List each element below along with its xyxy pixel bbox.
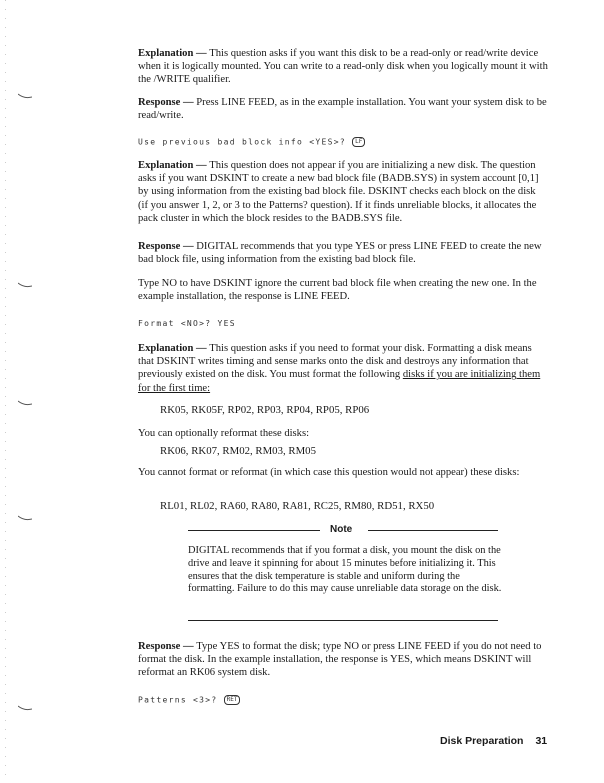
scan-margin xyxy=(5,0,6,783)
explanation-label: Explanation — xyxy=(138,48,210,59)
explanation-text: This question asks if you need to format your disk. Formatting a disk means that DSKINT writes timing and sense marks onto the disk and destroys any information that previously existed on the disk. You must format the following xyxy=(138,343,532,381)
bad-block-explanation-paragraph xyxy=(138,159,548,225)
prompt-patterns xyxy=(138,695,240,705)
footer-title: Disk Preparation xyxy=(440,735,524,747)
prompt-text: Format <NO>? YES xyxy=(138,319,236,328)
write-explanation-paragraph xyxy=(138,47,548,87)
cannot-format-disk-list: RL01, RL02, RA60, RA80, RA81, RC25, RM80, RD51, RX50 xyxy=(160,500,435,512)
page-footer xyxy=(440,735,547,747)
explanation-label: Explanation — xyxy=(138,160,210,171)
margin-punch-mark xyxy=(18,282,32,288)
response-text: DIGITAL recommends that you type YES or press LINE FEED to create the new bad block file, using information from the existing bad block file. xyxy=(138,241,542,266)
margin-punch-mark xyxy=(18,515,32,521)
note-title: Note xyxy=(330,524,353,535)
must-format-disk-list: RK05, RK05F, RP02, RP03, RP04, RP05, RP06 xyxy=(160,404,370,416)
return-key-icon: RET xyxy=(224,695,241,705)
margin-punch-mark xyxy=(18,705,32,711)
optional-format-intro: You can optionally reformat these disks: xyxy=(138,428,310,439)
note-body: DIGITAL recommends that if you format a disk, you mount the disk on the drive and leave it spinning for about 15 minutes before initializing it. This ensures that the disk temperature is stable and uniform during the formatting. Failure to do this may cause unreliable data storage on the disk. xyxy=(188,545,502,595)
write-response-paragraph xyxy=(138,96,548,122)
prompt-bad-block xyxy=(138,137,365,147)
page-number: 31 xyxy=(535,735,548,747)
response-text: Type YES to format the disk; type NO or press LINE FEED if you do not need to format the disk. In the example installation, the response is YES, which means DSKINT will reformat an RK06 system disk. xyxy=(138,641,542,679)
margin-punch-mark xyxy=(18,400,32,406)
prompt-text: Use previous bad block info <YES>? xyxy=(138,137,353,147)
prompt-format xyxy=(138,319,236,328)
note-rule-right xyxy=(368,530,498,531)
response-label: Response — xyxy=(138,641,197,652)
cannot-format-intro: You cannot format or reformat (in which case this question would not appear) these disks: xyxy=(138,467,520,478)
response-label: Response — xyxy=(138,97,197,108)
prompt-text: Patterns <3>? xyxy=(138,695,224,705)
explanation-text: This question does not appear if you are initializing a new disk. The question asks if you want DSKINT to create a new bad block file (BADB.SYS) in system account [0,1] by using information from the existing bad block file. DSKINT checks each block on the disk (if you answer 1, 2, or 3 to the Patterns? question). If it finds unreliable blocks, it allocates the pack cluster in which the block resides to the BADB.SYS file. xyxy=(138,160,539,224)
response-label: Response — xyxy=(138,241,197,252)
response-text: Press LINE FEED, as in the example installation. You want your system disk to be read/write. xyxy=(138,97,547,122)
explanation-text: This question asks if you want this disk to be a read-only or read/write device when it is logically mounted. You can write to a read-only disk when you logically mount it with the /WRITE qualifier. xyxy=(138,48,548,86)
note-rule-bottom xyxy=(188,620,498,621)
format-explanation-paragraph xyxy=(138,342,548,395)
optional-format-disk-list: RK06, RK07, RM02, RM03, RM05 xyxy=(160,445,316,457)
note-rule-left xyxy=(188,530,320,531)
format-response-paragraph xyxy=(138,640,548,680)
explanation-underlined-text: disks if you are initializing them for the first time: xyxy=(138,369,541,394)
line-feed-key-icon: LF xyxy=(352,137,365,147)
margin-punch-mark xyxy=(18,93,32,99)
bad-block-no-paragraph xyxy=(138,277,548,303)
bad-block-response-paragraph xyxy=(138,240,548,266)
explanation-label: Explanation — xyxy=(138,343,210,354)
paragraph-text: Type NO to have DSKINT ignore the current bad block file when creating the new one. In the example installation, the response is LINE FEED. xyxy=(138,278,537,303)
